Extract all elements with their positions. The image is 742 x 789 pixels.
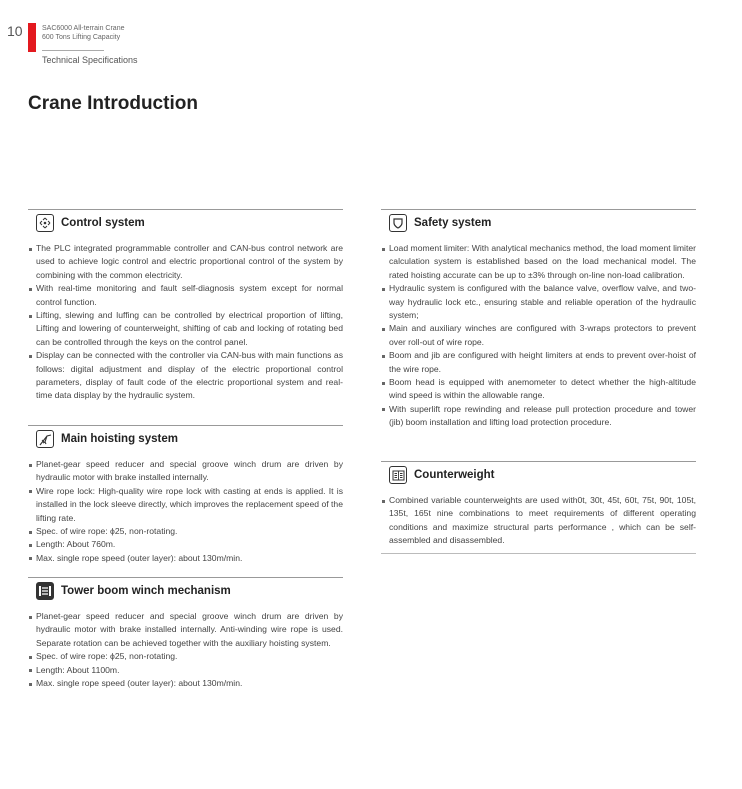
winch-drum-icon	[36, 582, 54, 600]
header-divider	[42, 50, 104, 51]
accent-bar	[28, 23, 36, 52]
main-hoisting-section	[28, 425, 343, 575]
section-divider	[28, 425, 343, 426]
product-name: SAC6000 All-terrain Crane	[42, 25, 125, 32]
list-item: Boom head is equipped with anemometer to detect whether the high-altitude wind speed is within the allowable range.	[381, 376, 696, 403]
tower-boom-winch-section	[28, 577, 343, 707]
section-bottom-divider	[381, 553, 696, 554]
section-divider	[381, 461, 696, 462]
control-system-section	[28, 209, 343, 409]
bullet-list	[28, 242, 343, 403]
section-header	[389, 214, 491, 232]
list-item: Hydraulic system is configured with the balance valve, overflow valve, and two-way hydraulic lock etc., ensuring stable and reliable operation of the hydraulic system;	[381, 282, 696, 322]
list-item: The PLC integrated programmable controller and CAN-bus control network are used to achieve logic control and electric proportional control of the system by combining with the common electricity.	[28, 242, 343, 282]
section-header	[389, 466, 495, 484]
hoist-hook-icon	[36, 430, 54, 448]
counterweight-section	[381, 461, 696, 555]
list-item: Planet-gear speed reducer and special groove winch drum are driven by hydraulic motor with brake installed internally.	[28, 458, 343, 485]
section-divider	[381, 209, 696, 210]
bullet-list	[381, 494, 696, 548]
section-title: Safety system	[414, 217, 492, 229]
list-item: Main and auxiliary winches are configured with 3-wraps protectors to prevent over roll-out of wire rope.	[381, 322, 696, 349]
list-item: Load moment limiter: With analytical mechanics method, the load moment limiter calculation system is established based on the load mechanical model. The rated hoisting accurate can be up to ±3% through on-line non-load calibration.	[381, 242, 696, 282]
list-item: Planet-gear speed reducer and special groove winch drum are driven by hydraulic motor with brake installed internally. Anti-winding wire rope is used. Separate rotation can be achieved together with the auxiliary hoisting system.	[28, 610, 343, 650]
section-divider	[28, 577, 343, 578]
list-item: Spec. of wire rope: ϕ25, non-rotating.	[28, 525, 343, 538]
list-item: With real-time monitoring and fault self-diagnosis system except for normal control function.	[28, 282, 343, 309]
list-item: Max. single rope speed (outer layer): about 130m/min.	[28, 677, 343, 690]
page-title: Crane Introduction	[28, 93, 198, 114]
bullet-list	[28, 610, 343, 690]
section-divider	[28, 209, 343, 210]
lifting-capacity: 600 Tons Lifting Capacity	[42, 34, 121, 41]
safety-system-section	[381, 209, 696, 449]
section-header	[36, 430, 178, 448]
list-item: Boom and jib are configured with height limiters at ends to prevent over-hoist of the wire rope.	[381, 349, 696, 376]
control-panel-icon	[36, 214, 54, 232]
list-item: Max. single rope speed (outer layer): about 130m/min.	[28, 552, 343, 565]
list-item: Lifting, slewing and luffing can be controlled by electrical proportion of lifting, Lifting and lowering of counterweight, shifting of cab and locking of rotating bed can be controlled through the keys on the control panel.	[28, 309, 343, 349]
section-title: Control system	[61, 217, 145, 229]
section-title: Counterweight	[414, 469, 495, 481]
list-item: Length: About 760m.	[28, 538, 343, 551]
list-item: Combined variable counterweights are used with0t, 30t, 45t, 60t, 75t, 90t, 105t, 135t, 165t nine combinations to meet requirements of different operating conditions and maximize structural parts performance , which can be self-assembled and disassembled.	[381, 494, 696, 548]
section-title: Tower boom winch mechanism	[61, 585, 231, 597]
list-item: Length: About 1100m.	[28, 664, 343, 677]
bullet-list	[381, 242, 696, 430]
list-item: Display can be connected with the controller via CAN-bus with main functions as follows: digital adjustment and display of the electric proportional control parameters, display of fault code of the electric proportional system and real-time data display by the hydraulic system.	[28, 349, 343, 403]
counterweight-icon	[389, 466, 407, 484]
section-header	[36, 214, 145, 232]
list-item: Spec. of wire rope: ϕ25, non-rotating.	[28, 650, 343, 663]
list-item: With superlift rope rewinding and release pull protection procedure and tower (jib) boom installation and lifting load protection procedure.	[381, 403, 696, 430]
shield-icon	[389, 214, 407, 232]
bullet-list	[28, 458, 343, 565]
section-label: Technical Specifications	[42, 55, 138, 65]
section-title: Main hoisting system	[61, 433, 178, 445]
page-number: 10	[7, 23, 23, 39]
section-header	[36, 582, 231, 600]
list-item: Wire rope lock: High-quality wire rope lock with casting at ends is applied. It is installed in the lock sleeve directly, which improves the replacement speed of the lifting rate.	[28, 485, 343, 525]
